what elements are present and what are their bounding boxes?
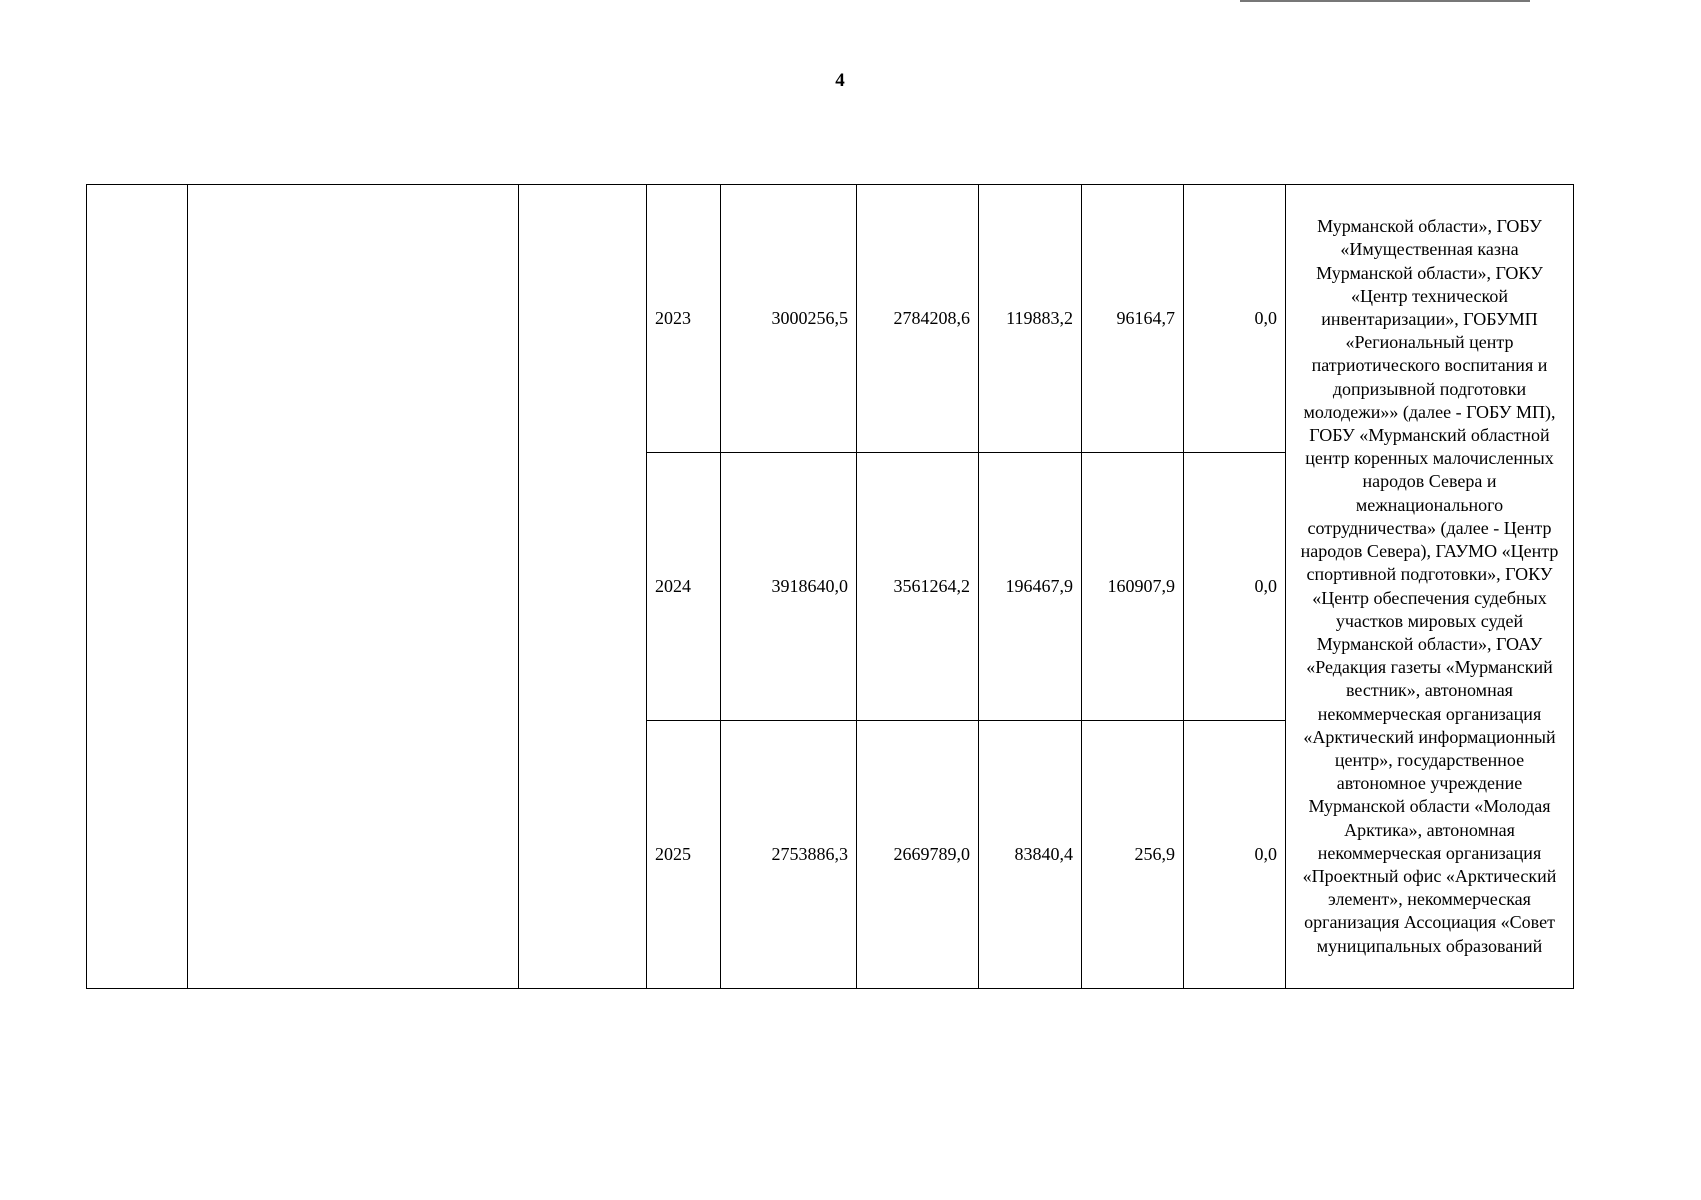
page-number: 4 xyxy=(835,70,845,91)
value-cell-4: 96164,7 xyxy=(1082,185,1184,453)
value-cell-3: 196467,9 xyxy=(979,453,1082,721)
blank-cell-name xyxy=(188,185,519,989)
value-cell-5: 0,0 xyxy=(1184,453,1286,721)
total-cell: 3000256,5 xyxy=(721,185,857,453)
executors-text: Мурманской области», ГОБУ «Имущественная казна Мурманской области», ГОКУ «Центр технической инвентаризации», ГОБУМП «Региональный центр патриотического воспитания и допризывной подготовки молодежи»» (далее - ГОБУ МП), ГОБУ «Мурманский областной центр коренных малочисленных народов Севера и межнационального сотрудничества» (далее - Центр народов Севера), ГАУМО «Центр спортивной подготовки», ГОКУ «Центр обеспечения судебных участков мировых судей Мурманской области», ГОАУ «Редакция газеты «Мурманский вестник», автономная некоммерческая организация «Арктический информационный центр», государственное автономное учреждение Мурманской области «Молодая Арктика», автономная некоммерческая организация «Проектный офис «Арктический элемент», некоммерческая организация Ассоциация «Совет муниципальных образований xyxy=(1300,216,1559,956)
year-cell: 2024 xyxy=(647,453,721,721)
year-cell: 2025 xyxy=(647,721,721,989)
value-cell-2: 3561264,2 xyxy=(857,453,979,721)
year-cell: 2023 xyxy=(647,185,721,453)
value-cell-3: 83840,4 xyxy=(979,721,1082,989)
value-cell-5: 0,0 xyxy=(1184,721,1286,989)
table-row xyxy=(87,185,1574,453)
value-cell-4: 256,9 xyxy=(1082,721,1184,989)
total-cell: 2753886,3 xyxy=(721,721,857,989)
value-cell-5: 0,0 xyxy=(1184,185,1286,453)
value-cell-3: 119883,2 xyxy=(979,185,1082,453)
value-cell-4: 160907,9 xyxy=(1082,453,1184,721)
budget-table-container xyxy=(86,184,1574,989)
blank-cell-number xyxy=(87,185,188,989)
blank-cell-period xyxy=(519,185,647,989)
value-cell-2: 2784208,6 xyxy=(857,185,979,453)
executors-cell xyxy=(1286,185,1574,989)
budget-table xyxy=(86,184,1574,989)
value-cell-2: 2669789,0 xyxy=(857,721,979,989)
total-cell: 3918640,0 xyxy=(721,453,857,721)
top-edge-rule xyxy=(1240,0,1530,2)
